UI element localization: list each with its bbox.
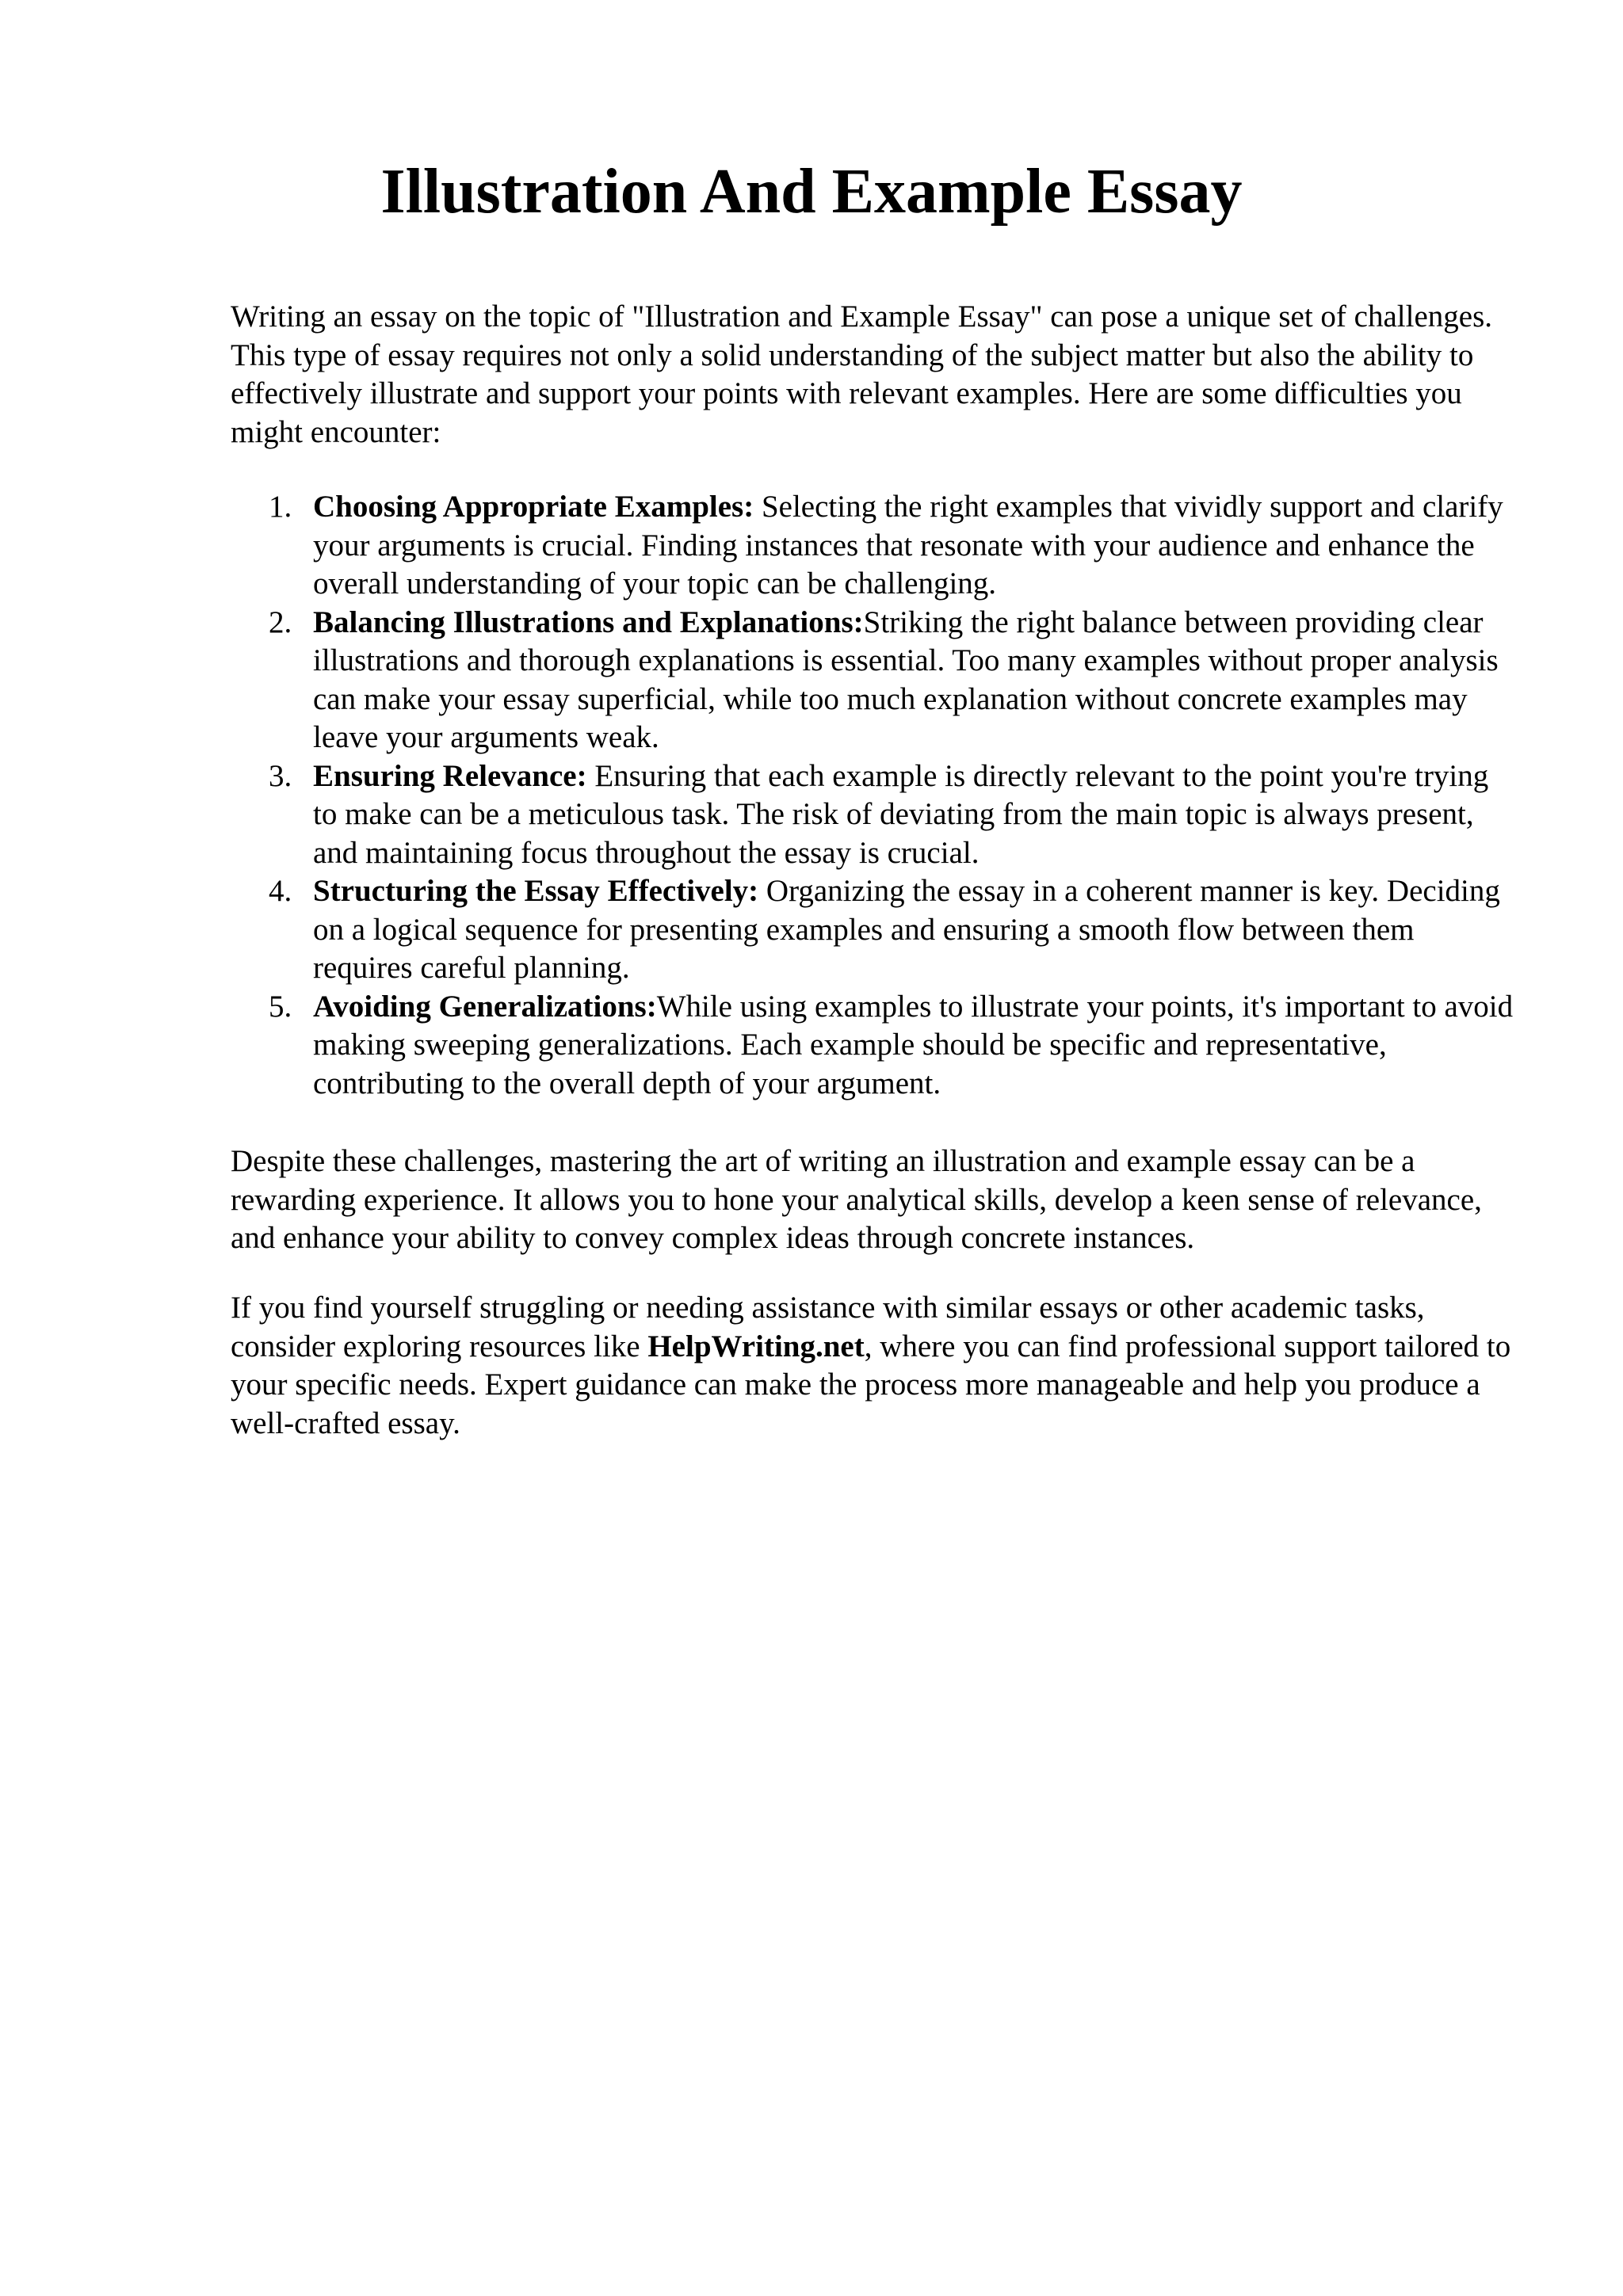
conclusion-paragraph: Despite these challenges, mastering the art of writing an illustration and example essay can be a rewarding experience. It allows you to hone your analytical skills, develop a keen sense of relevance, and enhance your ability to convey complex ideas through concrete instances. — [231, 1144, 1482, 1255]
list-item-heading: Choosing Appropriate Examples: — [313, 490, 754, 524]
list-item-number: 4. — [269, 874, 292, 908]
assistance-paragraph — [231, 1289, 1514, 1443]
list-item-heading: Balancing Illustrations and Explanations: — [313, 605, 864, 639]
intro-paragraph: Writing an essay on the topic of "Illustration and Example Essay" can pose a unique set of challenges. This type of essay requires not only a solid understanding of the subject matter but also the ability to effectively illustrate and support your points with relevant examples. Here are some difficulties you might encounter: — [231, 299, 1492, 449]
list-item — [231, 488, 1514, 604]
list-item-text: Striking the right balance between providing clear illustrations and thorough explanations is essential. Too many examples without proper analysis can make your essay superficial, while too much explanation without concrete examples may leave your arguments weak. — [313, 605, 1499, 754]
list-item-heading: Ensuring Relevance: — [313, 758, 587, 793]
list-item — [231, 604, 1514, 757]
helpwriting-link[interactable]: HelpWriting.net — [647, 1329, 865, 1363]
list-item-number: 2. — [269, 605, 292, 639]
assistance-text-before: If you find yourself struggling or needing assistance with similar essays or other academic tasks, consider exploring resources like — [231, 1291, 1425, 1363]
list-item — [231, 757, 1514, 873]
list-item — [231, 988, 1514, 1104]
list-item-text: Ensuring that each example is directly relevant to the point you're trying to make can be a meticulous task. The risk of deviating from the main topic is always present, and maintaining focus throughout the essay is crucial. — [313, 758, 1489, 870]
list-item-text: Organizing the essay in a coherent manner is key. Deciding on a logical sequence for presenting examples and ensuring a smooth flow between them requires careful planning. — [313, 874, 1500, 985]
list-item-text: While using examples to illustrate your points, it's important to avoid making sweeping generalizations. Each example should be specific and representative, contributing to the overall depth of your argument. — [313, 989, 1514, 1100]
list-item-heading: Avoiding Generalizations: — [313, 989, 657, 1024]
list-item-heading: Structuring the Essay Effectively: — [313, 874, 759, 908]
assistance-text-after: , where you can find professional support tailored to your specific needs. Expert guidance can make the process more manageable and help you produce a well-crafted essay. — [231, 1329, 1511, 1440]
list-item-number: 5. — [269, 989, 292, 1024]
difficulties-list — [231, 488, 1514, 1103]
page-title: Illustration And Example Essay — [380, 157, 1243, 227]
list-item-number: 1. — [269, 490, 292, 524]
list-item — [231, 872, 1514, 988]
list-item-text: Selecting the right examples that vividly support and clarify your arguments is crucial. Finding instances that resonate with your audience and enhance the overall understanding of your topic can be challenging. — [313, 490, 1503, 601]
list-item-number: 3. — [269, 758, 292, 793]
